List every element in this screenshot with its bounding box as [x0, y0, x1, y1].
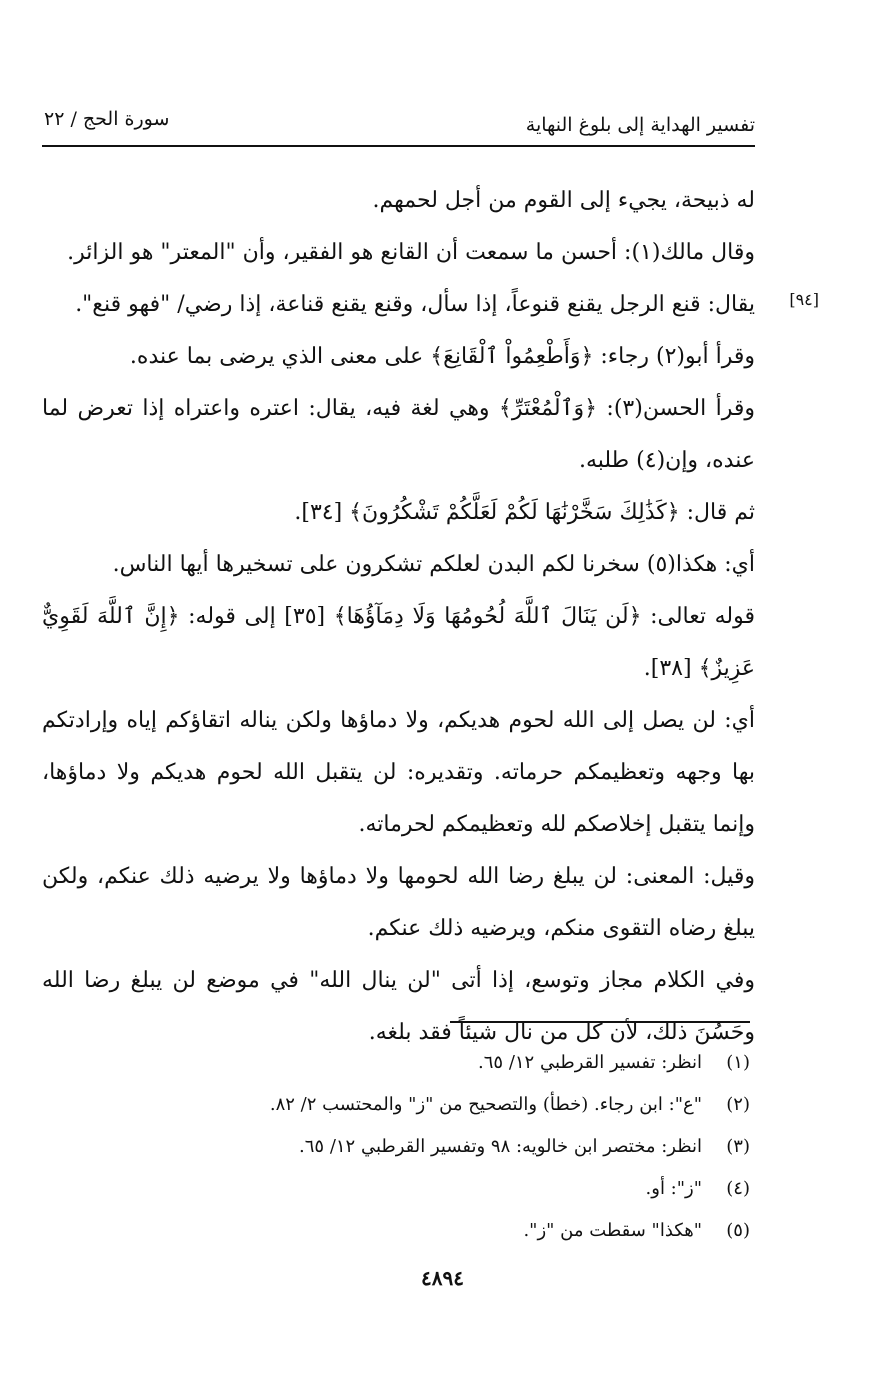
footnote-text: "ز": أو. [645, 1178, 702, 1199]
footnote-text: "هكذا" سقطت من "ز". [523, 1220, 702, 1241]
footnote-number: (٢) [726, 1094, 750, 1115]
footnote-number: (١) [726, 1052, 750, 1073]
paragraph: وقرأ أبو(٢) رجاء: ﴿وَأَطْعِمُواْ ٱلْقَانِعَ﴾ على معنى الذي يرضى بما عنده. [129, 344, 755, 369]
footnote [50, 1210, 750, 1252]
paragraph: وقرأ الحسن(٣): ﴿وَٱلْمُعْتَرِّ﴾ وهي لغة فيه، يقال: اعتره واعتراه إذا تعرض لما عنده، وإن(٤) طلبه. [42, 396, 755, 473]
footnote [50, 1042, 750, 1084]
paragraph: يقال: قنع الرجل يقنع قنوعاً، إذا سأل، وقنع يقنع قناعة، إذا رضي/ "فهو قنع". [75, 292, 755, 317]
margin-reference: [٩٤] [789, 290, 819, 309]
paragraph: وقال مالك(١): أحسن ما سمعت أن القانع هو الفقير، وأن "المعتر" هو الزائر. [67, 240, 755, 265]
footnote-number: (٤) [726, 1178, 750, 1199]
footnotes [50, 1042, 750, 1252]
page-number: ٤٨٩٤ [421, 1266, 464, 1290]
footnote-rule [450, 1021, 750, 1023]
header-surah: سورة الحج / ٢٢ [44, 108, 170, 130]
paragraph: أي: لن يصل إلى الله لحوم هديكم، ولا دماؤها ولكن يناله اتقاؤكم إياه وإرادتكم بها وجهه وتعظيمكم حرماته. وتقديره: لن يتقبل الله لحوم هديكم ولا دماؤها، وإنما يتقبل إخلاصكم لله وتعظيمكم لحرماته. [42, 708, 755, 837]
paragraph: وفي الكلام مجاز وتوسع، إذا أتى "لن ينال الله" في موضع لن يبلغ رضا الله وحَسُنَ ذلك، لأن كل من نال شيئاً فقد بلغه. [42, 968, 755, 1045]
footnote-text: انظر: تفسير القرطبي ١٢/ ٦٥. [478, 1052, 702, 1073]
paragraph: له ذبيحة، يجيء إلى القوم من أجل لحمهم. [372, 188, 755, 213]
footnote-text: انظر: مختصر ابن خالويه: ٩٨ وتفسير القرطبي ١٢/ ٦٥. [299, 1136, 702, 1157]
footnote-text: "ع": ابن رجاء. (خطأ) والتصحيح من "ز" والمحتسب ٢/ ٨٢. [269, 1094, 702, 1115]
header-book-title: تفسير الهداية إلى بلوغ النهاية [525, 114, 755, 136]
footnote-number: (٥) [726, 1220, 750, 1241]
paragraph: قوله تعالى: ﴿لَن يَنَالَ ٱللَّهَ لُحُومُهَا وَلَا دِمَآؤُهَا﴾ [٣٥] إلى قوله: ﴿إِنَّ ٱللَّهَ لَقَوِيٌّ عَزِيزٌ﴾ [٣٨]. [42, 604, 755, 681]
footnote [50, 1126, 750, 1168]
footnote [50, 1168, 750, 1210]
paragraph: أي: هكذا(٥) سخرنا لكم البدن لعلكم تشكرون على تسخيرها أيها الناس. [112, 552, 755, 577]
footnote [50, 1084, 750, 1126]
body-text [42, 175, 755, 1059]
header-rule [42, 145, 755, 147]
paragraph: وقيل: المعنى: لن يبلغ رضا الله لحومها ولا دماؤها ولا يرضيه ذلك عنكم، ولكن يبلغ رضاه التقوى منكم، ويرضيه ذلك عنكم. [42, 864, 755, 941]
paragraph: ثم قال: ﴿كَذَٰلِكَ سَخَّرْنَٰهَا لَكُمْ لَعَلَّكُمْ تَشْكُرُونَ﴾ [٣٤]. [294, 500, 755, 525]
footnote-number: (٣) [726, 1136, 750, 1157]
